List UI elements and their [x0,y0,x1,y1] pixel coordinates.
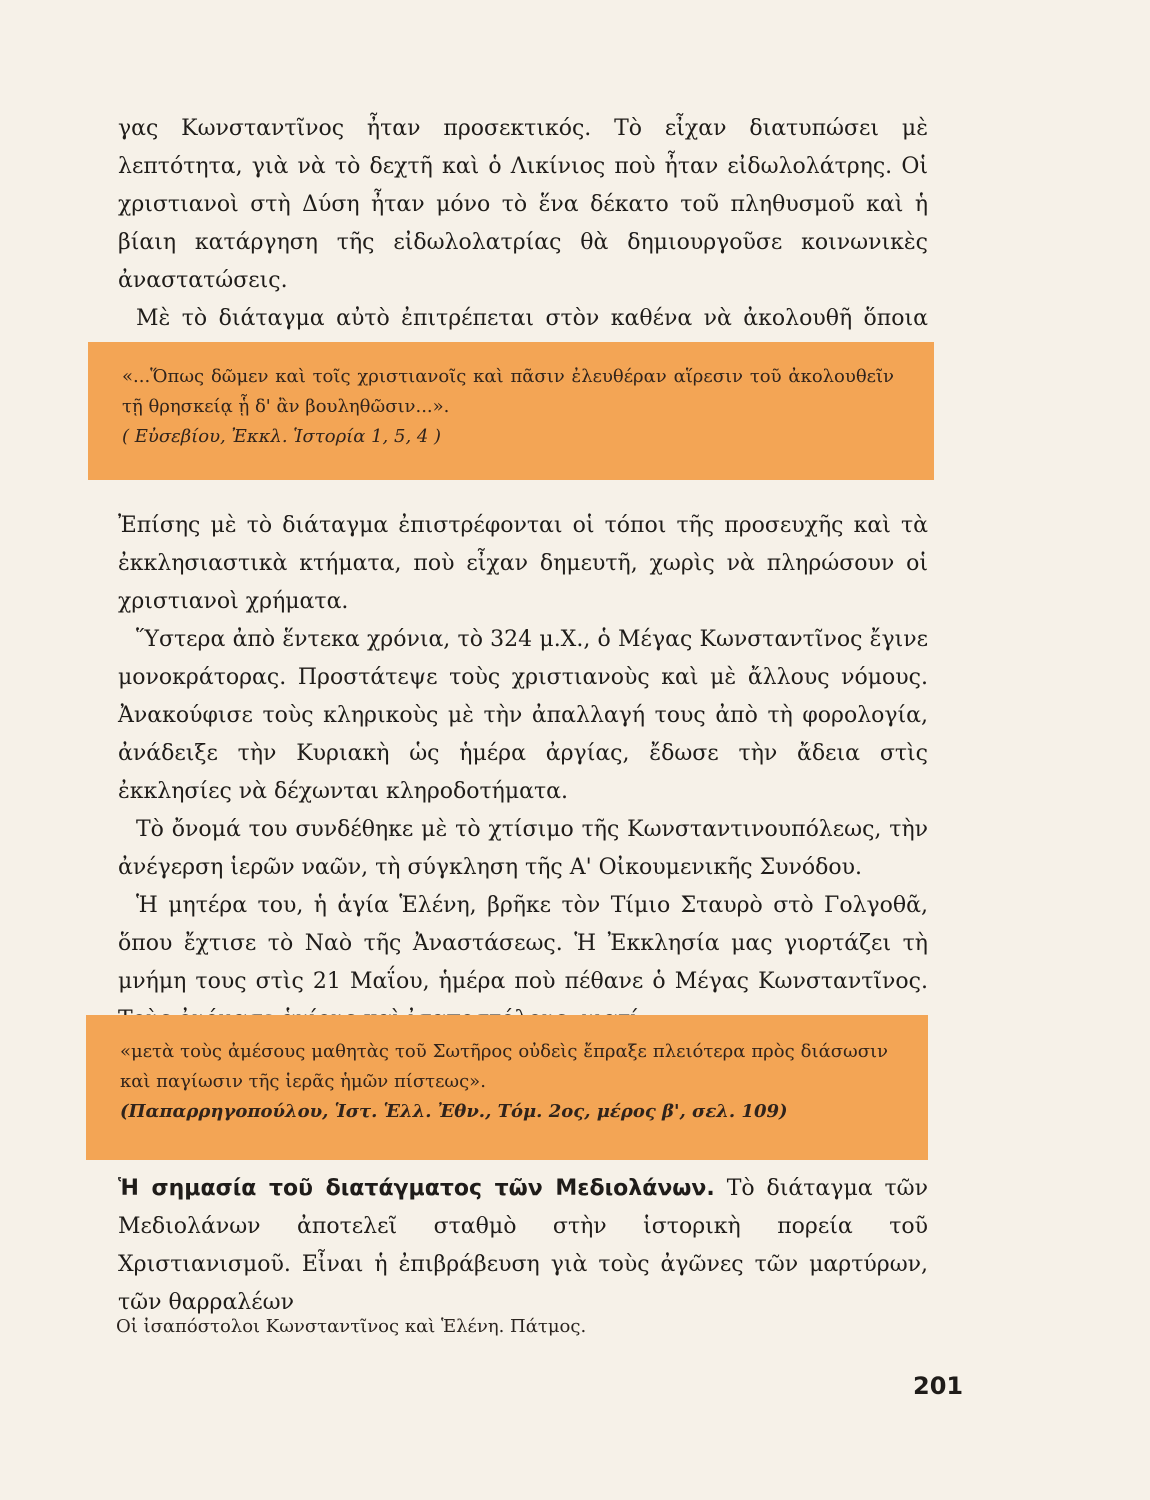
paragraph: Τὸ ὄνομά του συνδέθηκε μὲ τὸ χτίσιμο τῆς Κωνσταντινουπόλεως, τὴν ἀνέγερση ἱερῶν ναῶν, τὴ σύγκληση τῆς Α' Οἰκουμενικῆς Συνόδου. [118,817,928,880]
section-text: Τὸ διάταγμα τῶν Μεδιολάνων ἀποτελεῖ σταθμὸ στὴν ἱστορικὴ πορεία τοῦ Χριστιανισμοῦ. Εἶναι ἡ ἐπιβράβευση γιὰ τοὺς ἀγῶνες τῶν μαρτύρων, τῶν θαρραλέων [118,1176,928,1315]
paragraph: Ἐπίσης μὲ τὸ διάταγμα ἐπιστρέφονται οἱ τόποι τῆς προσευχῆς καὶ τὰ ἐκκλησιαστικὰ κτήματα, ποὺ εἶχαν δημευτῆ, χωρὶς νὰ πληρώσουν οἱ χριστιανοὶ χρήματα. [118,513,928,614]
paragraph: Μὲ τὸ διάταγμα αὐτὸ ἐπιτρέπεται στὸν καθένα νὰ ἀκολουθῆ ὅποια [136,306,928,331]
section-heading: Ἡ σημασία τοῦ διατάγματος τῶν Μεδιολάνων. [118,1176,715,1201]
middle-text-block [118,507,928,1039]
quote-text: «...Ὅπως δῶμεν καὶ τοῖς χριστιανοῖς καὶ πᾶσιν ἐλευθέραν αἵρεσιν τοῦ ἀκολουθεῖν τῇ θρησκείᾳ ᾗ δ' ἂν βουληθῶσιν...». [122,366,894,417]
paragraph [118,1170,928,1322]
top-text-block [118,110,928,376]
quote-text: «μετὰ τοὺς ἀμέσους μαθητὰς τοῦ Σωτῆρος οὐδεὶς ἔπραξε πλειότερα πρὸς διάσωσιν καὶ παγίωσιν τῆς ἱερᾶς ἡμῶν πίστεως». [120,1041,888,1092]
paragraph: Ὕστερα ἀπὸ ἕντεκα χρόνια, τὸ 324 μ.Χ., ὁ Μέγας Κωνσταντῖνος ἔγινε μονοκράτορας. Προστάτεψε τοὺς χριστιανοὺς καὶ μὲ ἄλλους νόμους. Ἀνακούφισε τοὺς κληρικοὺς μὲ τὴν ἀπαλλαγή τους ἀπὸ τὴ φορολογία, ἀνάδειξε τὴν Κυριακὴ ὡς ἡμέρα ἀργίας, ἔδωσε τὴν ἄδεια στὶς ἐκκλησίες νὰ δέχωνται κληροδοτήματα. [118,627,928,804]
paragraph: γας Κωνσταντῖνος ἦταν προσεκτικός. Τὸ εἶχαν διατυπώσει μὲ λεπτότητα, γιὰ νὰ τὸ δεχτῆ καὶ ὁ Λικίνιος ποὺ ἦταν εἰδωλολάτρης. Οἱ χριστιανοὶ στὴ Δύση ἦταν μόνο τὸ ἕνα δέκατο τοῦ πληθυσμοῦ καὶ ἡ βίαιη κατάργηση τῆς εἰδωλολατρίας θὰ δημιουργοῦσε κοινωνικὲς ἀναστατώσεις. [118,116,928,293]
quote-box [88,342,934,480]
quote-source: ( Εὐσεβίου, Ἐκκλ. Ἱστορία 1, 5, 4 ) [122,426,442,447]
quote-source: (Παπαρρηγοπούλου, Ἱστ. Ἑλλ. Ἐθν., Τόμ. 2ος, μέρος β', σελ. 109) [120,1101,788,1122]
bottom-text-block [118,1170,928,1322]
quote-box [86,1015,928,1160]
page-number: 201 [913,1372,964,1400]
image-caption: Οἱ ἰσαπόστολοι Κωνσταντῖνος καὶ Ἑλένη. Πάτμος. [116,1316,587,1337]
paragraph: Ἡ μητέρα του, ἡ ἁγία Ἑλένη, βρῆκε τὸν Τίμιο Σταυρὸ στὸ Γολγοθᾶ, ὅπου ἔχτισε τὸ Ναὸ τῆς Ἀναστάσεως. Ἡ Ἐκκλησία μας γιορτάζει τὴ μνήμη τους στὶς 21 Μαΐου, ἡμέρα ποὺ πέθανε ὁ Μέγας Κωνσταντῖνος. [118,893,928,994]
